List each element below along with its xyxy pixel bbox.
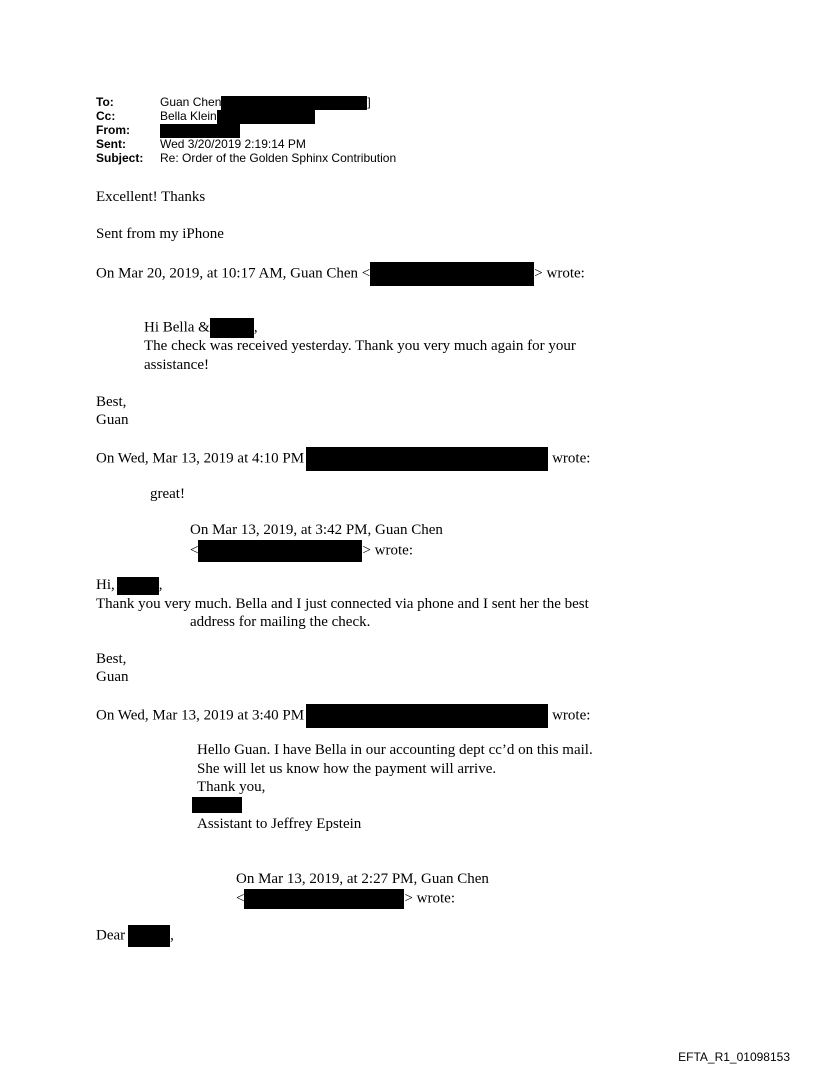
redaction-box [210, 318, 254, 338]
redaction-box [160, 124, 240, 138]
greeting-suffix: , [253, 319, 258, 336]
message-text: The check was received yesterday. Thank you very much again for your [144, 338, 576, 354]
greeting-prefix: Hi, [96, 577, 115, 593]
quote-header: On Mar 13, 2019, at 3:42 PM, Guan Chen [190, 522, 443, 538]
greeting-suffix: , [158, 577, 163, 593]
cc-value [160, 109, 315, 124]
message-text: address for mailing the check. [190, 614, 371, 630]
quote-header-prefix: On Wed, Mar 13, 2019 at 3:40 PM [96, 707, 305, 724]
cc-name: Bella Klein [160, 109, 217, 123]
to-tail: ] [367, 95, 371, 109]
greeting-suffix: , [170, 927, 174, 944]
from-label: From: [96, 123, 130, 137]
quote-header-suffix: > wrote: [534, 265, 585, 282]
greeting-prefix: Hi Bella & [144, 319, 210, 336]
subject-value: Re: Order of the Golden Sphinx Contribution [160, 151, 397, 165]
sender-name: Guan [96, 412, 129, 428]
quote-header [96, 704, 590, 728]
signature-text: Assistant to Jeffrey Epstein [197, 816, 362, 832]
quote-header-prefix: On Mar 20, 2019, at 10:17 AM, Guan Chen < [96, 265, 371, 282]
closing: Best, [96, 651, 127, 667]
message-text: great! [150, 486, 185, 502]
quote-header-suffix: wrote: [552, 707, 591, 724]
greeting [96, 576, 163, 595]
redaction-box [198, 540, 362, 562]
quote-header: On Mar 13, 2019, at 2:27 PM, Guan Chen [236, 871, 489, 887]
cc-label: Cc: [96, 109, 116, 123]
greeting [96, 925, 174, 947]
quote-header [96, 262, 585, 286]
message-text: Hello Guan. I have Bella in our accounting dept cc’d on this mail. [197, 742, 593, 758]
quote-header [96, 447, 590, 471]
to-name: Guan Chen [160, 95, 222, 109]
greeting [144, 318, 258, 338]
redaction-box [128, 925, 170, 947]
quote-header-prefix: < [236, 890, 245, 907]
document-id: EFTA_R1_01098153 [678, 1050, 790, 1064]
redaction-box [117, 577, 159, 595]
sent-value: Wed 3/20/2019 2:19:14 PM [160, 137, 306, 151]
signature-text: Sent from my iPhone [96, 226, 224, 242]
quote-header [190, 540, 413, 562]
sender-name: Guan [96, 669, 129, 685]
to-label: To: [96, 95, 114, 109]
redaction-box [370, 262, 534, 286]
redaction-box [306, 704, 548, 728]
message-text: Thank you, [197, 779, 266, 795]
redaction-box [221, 96, 367, 110]
quote-header-suffix: > wrote: [362, 542, 413, 559]
greeting-prefix: Dear [96, 927, 126, 944]
quote-header [236, 889, 455, 909]
redaction-box [306, 447, 548, 471]
message-text: Thank you very much. Bella and I just connected via phone and I sent her the best [96, 596, 589, 612]
to-value [160, 95, 371, 110]
message-text: She will let us know how the payment will arrive. [197, 761, 497, 777]
redaction-box [192, 797, 242, 813]
quote-header-suffix: wrote: [552, 450, 591, 467]
closing: Best, [96, 394, 127, 410]
quote-header-prefix: On Wed, Mar 13, 2019 at 4:10 PM [96, 450, 305, 467]
message-text: Excellent! Thanks [96, 189, 206, 205]
quote-header-prefix: < [190, 542, 199, 559]
from-value [160, 123, 240, 138]
redaction-box [217, 110, 315, 124]
redaction-box [244, 889, 404, 909]
subject-label: Subject: [96, 151, 144, 165]
message-text: assistance! [144, 357, 209, 373]
sent-label: Sent: [96, 137, 126, 151]
quote-header-suffix: > wrote: [404, 890, 455, 907]
